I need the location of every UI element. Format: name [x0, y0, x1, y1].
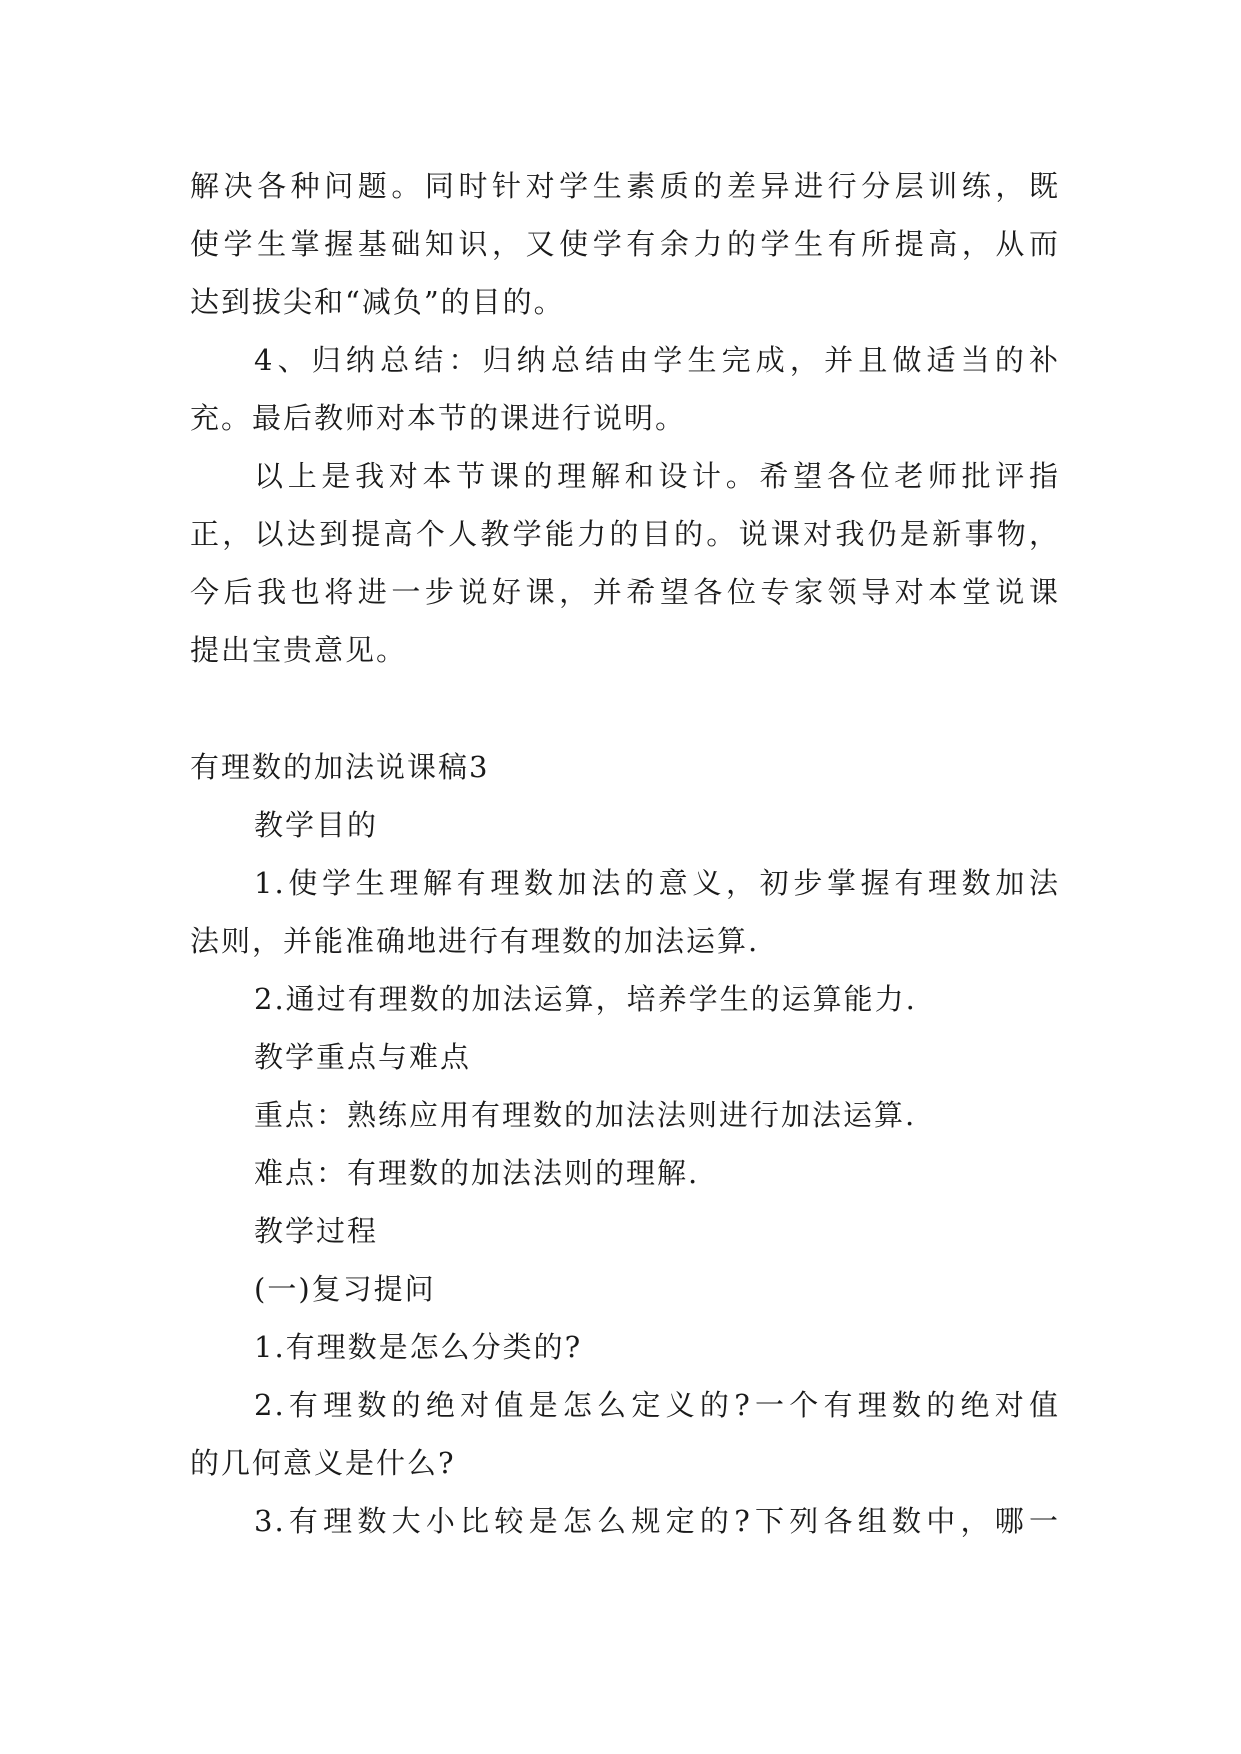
paragraph-line: 1.有理数是怎么分类的? [254, 1330, 583, 1364]
paragraph-line: 的几何意义是什么? [190, 1446, 456, 1480]
paragraph-line: 法则，并能准确地进行有理数的加法运算. [190, 924, 760, 958]
heading-review: (一)复习提问 [254, 1272, 436, 1306]
paragraph-line: 以上是我对本节课的理解和设计。希望各位老师批评指 [254, 459, 1060, 493]
paragraph-line: 达到拔尖和“减负”的目的。 [190, 285, 565, 319]
paragraph-line: 解决各种问题。同时针对学生素质的差异进行分层训练，既 [190, 169, 1060, 203]
section-title: 有理数的加法说课稿3 [190, 750, 490, 784]
paragraph-line: 重点：熟练应用有理数的加法法则进行加法运算. [254, 1098, 917, 1132]
paragraph-line: 充。最后教师对本节的课进行说明。 [190, 401, 687, 435]
heading-process: 教学过程 [254, 1214, 379, 1248]
paragraph-line: 正，以达到提高个人教学能力的目的。说课对我仍是新事物， [190, 517, 1060, 551]
paragraph-line: 1.使学生理解有理数加法的意义，初步掌握有理数加法 [254, 866, 1060, 900]
paragraph-line: 2.通过有理数的加法运算，培养学生的运算能力. [254, 982, 917, 1016]
paragraph-line: 3.有理数大小比较是怎么规定的?下列各组数中，哪一 [254, 1504, 1060, 1538]
heading-goals: 教学目的 [254, 808, 379, 842]
paragraph-line: 使学生掌握基础知识，又使学有余力的学生有所提高，从而 [190, 227, 1060, 261]
paragraph-line: 今后我也将进一步说好课，并希望各位专家领导对本堂说课 [190, 575, 1060, 609]
paragraph-line: 2.有理数的绝对值是怎么定义的?一个有理数的绝对值 [254, 1388, 1060, 1422]
paragraph-line: 难点：有理数的加法法则的理解. [254, 1156, 700, 1190]
paragraph-line: 4、归纳总结：归纳总结由学生完成，并且做适当的补 [254, 343, 1060, 377]
paragraph-line: 提出宝贵意见。 [190, 633, 408, 667]
heading-focus: 教学重点与难点 [254, 1040, 472, 1074]
